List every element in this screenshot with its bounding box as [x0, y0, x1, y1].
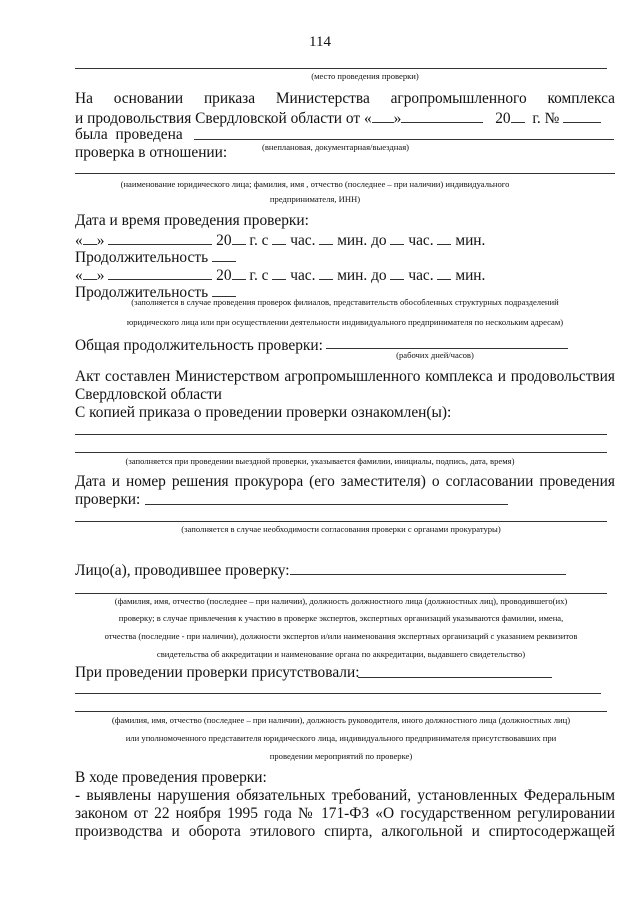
- order-month-field: [401, 108, 483, 123]
- datetime-title: Дата и время проведения проверки:: [75, 212, 309, 229]
- min-label-1: мин.: [455, 232, 486, 249]
- from-label-1: г. с: [249, 232, 269, 249]
- basis-line-1: На основании приказа Министерства агропромышленного комплекса: [75, 90, 615, 107]
- branch-caption-2: юридического лица или при осуществлении деятельности индивидуального предпринимателя по нескольким адресам): [126, 317, 564, 327]
- until-label-1: мин. до: [337, 232, 387, 249]
- min-start-field-1: [319, 230, 333, 245]
- present-caption-3: проведении мероприятий по проверке): [269, 751, 413, 761]
- from-label-2: г. с: [249, 267, 269, 284]
- hour-start-field-2: [272, 265, 286, 280]
- open-quote: «: [75, 267, 83, 284]
- duration-row-1: [75, 247, 236, 267]
- inspection-type-line: [194, 139, 614, 140]
- present-field-line: [358, 677, 552, 678]
- place-caption: (место проведения проверки): [311, 71, 419, 81]
- entity-caption-1: (наименование юридического лица; фамилия, имя , отчество (последнее – при наличии) индивидуального: [120, 179, 510, 189]
- copy-line: С копией приказа о проведении проверки ознакомлен(ы):: [75, 404, 452, 421]
- basis-line-4: проверка в отношении:: [75, 144, 228, 161]
- inspector-caption-1: (фамилия, имя, отчество (последнее – при наличии), должность должностного лица (должностных лиц), проводившего(их): [114, 596, 568, 606]
- act-caption: (заполняется при проведении выездной проверки, указывается фамилии, инициалы, подпись, дата, время): [125, 456, 515, 466]
- hour-end-field-1: [390, 230, 404, 245]
- findings-line-2: законом от 22 ноября 1995 года № 171-ФЗ «О государственном регулировании: [75, 805, 615, 822]
- act-line-2: Свердловской области: [75, 386, 222, 403]
- until-label-2: мин. до: [337, 267, 387, 284]
- present-line-1: [75, 693, 601, 694]
- day-field-1: [83, 230, 97, 245]
- present-label: При проведении проверки присутствовали:: [75, 664, 360, 681]
- total-duration-label: Общая продолжительность проверки:: [75, 337, 323, 354]
- duration-label-1: Продолжительность: [75, 249, 209, 266]
- prosecutor-line-1: Дата и номер решения прокурора (его заместителя) о согласовании проведения: [75, 473, 615, 490]
- inspector-caption-2: проверку; в случае привлечения к участию в проверке экспертов, экспертных организаций указываются фамилии, имена,: [118, 613, 564, 623]
- duration-field-1: [212, 247, 236, 262]
- entity-caption-2: предпринимателя, ИНН): [269, 194, 361, 204]
- close-quote: »: [96, 267, 105, 284]
- branch-caption-1: (заполняется в случае проведения проверок филиалов, представительств обособленных структурных подразделений: [131, 297, 559, 307]
- open-quote: «: [75, 232, 83, 249]
- basis-line-2-start: и продовольствия Свердловской области от «: [75, 110, 372, 127]
- min-end-field-2: [437, 265, 451, 280]
- prosecutor-line-full: [75, 521, 607, 522]
- duration-label-2: Продолжительность: [75, 284, 209, 301]
- basis-line-3: была проведена: [75, 126, 183, 143]
- close-quote: »: [96, 232, 105, 249]
- place-line: [75, 68, 607, 69]
- hour2-label-1: час.: [408, 232, 434, 249]
- present-line-2: [75, 711, 607, 712]
- findings-line-3: производства и оборота этилового спирта, алкогольной и спиртосодержащей: [75, 823, 615, 840]
- month-field-2: [108, 265, 212, 280]
- month-field-1: [108, 230, 212, 245]
- prosecutor-line-2: проверки:: [75, 491, 141, 508]
- present-caption-2: или уполномоченного представителя юридического лица, индивидуального предпринимателя присутствовавших при: [125, 733, 557, 743]
- copy-line-2: [75, 452, 607, 453]
- year-field-2: [232, 265, 246, 280]
- act-line-1: Акт составлен Министерством агропромышленного комплекса и продовольствия: [75, 368, 615, 385]
- prosecutor-field-line: [145, 504, 508, 505]
- order-day-field: [372, 108, 394, 123]
- min-start-field-2: [319, 265, 333, 280]
- hour-start-field-1: [272, 230, 286, 245]
- day-field-2: [83, 265, 97, 280]
- min-label-2: мин.: [455, 267, 486, 284]
- hour-end-field-2: [390, 265, 404, 280]
- inspection-type-caption: (внеплановая, документарная/выездная): [262, 142, 410, 152]
- page-number: 114: [309, 34, 331, 50]
- basis-year-suffix: г. №: [532, 110, 560, 127]
- hour-label-1: час.: [290, 232, 316, 249]
- findings-title: В ходе проведения проверки:: [75, 769, 267, 786]
- inspector-caption-3: отчества (последние - при наличии), должности экспертов и/или наименования экспертных организаций с указанием реквизитов: [104, 631, 578, 641]
- inspector-label: Лицо(а), проводившее проверку:: [75, 562, 290, 579]
- inspector-field-line: [290, 574, 566, 575]
- hour2-label-2: час.: [408, 267, 434, 284]
- hour-label-2: час.: [290, 267, 316, 284]
- duration-field-2: [212, 282, 236, 297]
- inspector-caption-4: свидетельства об аккредитации и наименование органа по аккредитации, выдавшего свидетельство): [156, 649, 526, 659]
- inspector-line-full: [75, 593, 607, 594]
- min-end-field-1: [437, 230, 451, 245]
- basis-year-prefix: 20: [495, 110, 511, 127]
- year-prefix-2: 20: [216, 267, 232, 284]
- order-year-field: [511, 108, 525, 123]
- total-duration-caption: (рабочих дней/часов): [396, 350, 474, 360]
- entity-line: [75, 173, 615, 174]
- present-caption-1: (фамилия, имя, отчество (последнее – при наличии), должность руководителя, иного должностного лица (должностных лиц): [111, 715, 571, 725]
- basis-line-2-quote: »: [393, 110, 402, 127]
- basis-line-2: [75, 108, 601, 128]
- copy-line-1: [75, 434, 607, 435]
- year-field-1: [232, 230, 246, 245]
- total-duration-line: [326, 348, 568, 349]
- findings-line-1: - выявлены нарушения обязательных требований, установленных Федеральным: [75, 787, 615, 804]
- order-number-field: [563, 108, 601, 123]
- prosecutor-caption: (заполняется в случае необходимости согласования проверки с органами прокуратуры): [181, 524, 501, 534]
- year-prefix-1: 20: [216, 232, 232, 249]
